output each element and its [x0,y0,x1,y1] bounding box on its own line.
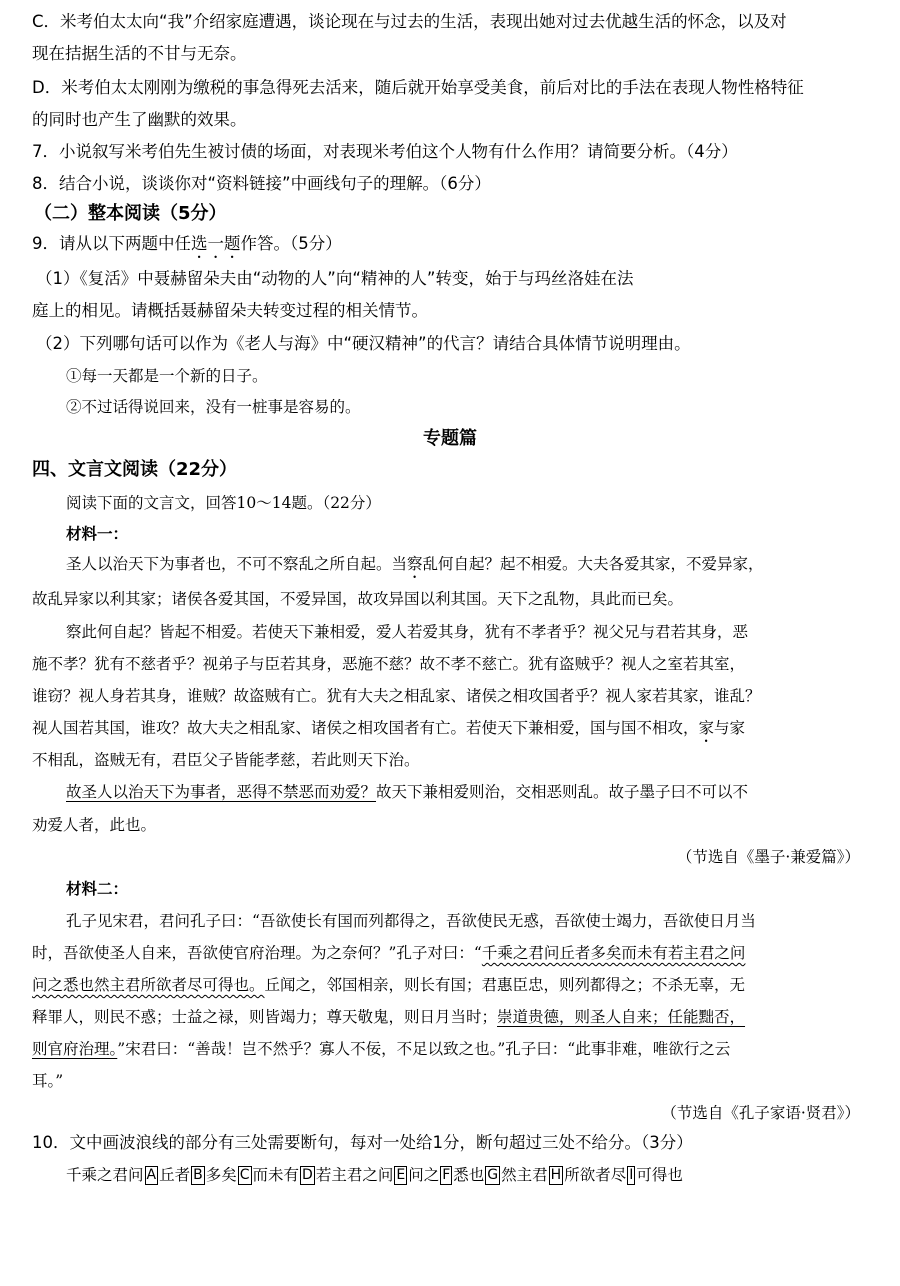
question-8: 8．结合小说，谈谈你对“资料链接”中画线句子的理解。（6分） [32,174,491,193]
q9-quote-2: ②不过话得说回来，没有一桩事是容易的。 [66,398,361,416]
material1-line8: 故圣人以治天下为事者，恶得不禁恶而劝爱？故天下兼相爱则治，交相恶则乱。故子墨子曰不可以不 [66,783,749,801]
break-box-e[interactable]: E [396,1167,406,1183]
section4-heading: 四、文言文阅读（22分） [32,459,238,480]
material1-line1: 圣人以治天下为事者也，不可不察乱之所自起。当察乱何自起？起不相爱。大夫各爱其家，不爱异家， [66,555,764,573]
material2-line5: 则官府治理。”宋君曰：“善哉！岂不然乎？寡人不佞，不足以致之也。”孔子曰：“此事非难，唯欲行之云 [32,1040,731,1058]
section2-heading: （二）整本阅读（5分） [34,203,227,224]
question-9: 9．请从以下两题中任选一题作答。（5分） [32,234,342,253]
break-box-i[interactable]: I [629,1167,634,1183]
material1-line7: 不相乱，盗贼无有，君臣父子皆能孝慈，若此则天下治。 [32,751,420,769]
wavy-passage-part2: 问之悉也然主君所欲者尽可得也。 [32,976,265,994]
break-box-g[interactable]: G [487,1167,499,1183]
break-box-a[interactable]: A [146,1167,157,1183]
q6-option-d-line2: 的同时也产生了幽默的效果。 [32,110,247,129]
break-box-b[interactable]: B [193,1167,203,1183]
material1-line5: 谁窃？视人身若其身，谁贼？故盗贼有亡。犹有大夫之相乱家、诸侯之相攻国者乎？视人家若其家，谁乱？ [32,687,761,705]
material2-line4: 释罪人，则民不惑；士益之禄，则皆竭力；尊天敬鬼，则日月当时；崇道贵德，则圣人自来；任能黜否， [32,1008,746,1026]
material2-line1: 孔子见宋君，君问孔子曰：“吾欲使长有国而列都得之，吾欲使民无惑，吾欲使士竭力，吾欲使日月当 [66,912,756,930]
q9-sub1-line2: 庭上的相见。请概括聂赫留朵夫转变过程的相关情节。 [32,301,428,320]
material2-line3: 问之悉也然主君所欲者尽可得也。丘闻之，邻国相亲，则长有国；君惠臣忠，则列都得之；不杀无辜，无 [32,976,746,994]
sentence-break-options: 千乘之君问 A 丘者 B 多矣 C 而未有 D 若主君之问 E 问之 F 悉也 G 然主君 H 所欲者尽 I 可得也 [66,1166,683,1184]
underlined-passage-part2: 则官府治理。 [32,1040,118,1058]
break-box-f[interactable]: F [442,1167,451,1183]
material1-line3: 察此何自起？皆起不相爱。若使天下兼相爱，爱人若爱其身，犹有不孝者乎？视父兄与君若其身，恶 [66,623,749,641]
q9-sub2: （2）下列哪句话可以作为《老人与海》中“硬汉精神”的代言？请结合具体情节说明理由。 [36,334,691,353]
q6-option-d-line1: D．米考伯太太刚刚为缴税的事急得死去活来，随后就开始享受美食，前后对比的手法在表现人物性格特征 [32,78,804,97]
material2-label: 材料二： [66,879,129,898]
material1-line6: 视人国若其国，谁攻？故大夫之相乱家、诸侯之相攻国者有亡。若使天下兼相爱，国与国不相攻，家与家 [32,719,746,737]
q6-option-c-line2: 现在拮据生活的不甘与无奈。 [32,44,247,63]
source-2: （节选自《孔子家语·贤君》） [661,1104,860,1122]
material1-label: 材料一： [66,524,129,543]
source-1: （节选自《墨子·兼爱篇》） [676,848,860,866]
material1-line4: 施不孝？犹有不慈者乎？视弟子与臣若其身，恶施不慈？故不孝不慈亡。犹有盗贼乎？视人之室若其室， [32,655,746,673]
special-section-title: 专题篇 [423,428,477,449]
material2-line6: 耳。” [32,1072,64,1090]
material1-line2: 故乱异家以利其家；诸侯各爱其国，不爱异国，故攻异国以利其国。天下之乱物，具此而已矣。 [32,590,684,608]
q9-quote-1: ①每一天都是一个新的日子。 [66,367,268,385]
material2-line2: 时，吾欲使圣人自来，吾欲使官府治理。为之奈何？”孔子对曰：“千乘之君问丘者多矣而未有若主君之问 [32,944,746,962]
break-box-c[interactable]: C [239,1167,250,1183]
q9-sub1-line1: （1）《复活》中聂赫留朵夫由“动物的人”向“精神的人”转变，始于与玛丝洛娃在法 [36,269,634,288]
question-7: 7．小说叙写米考伯先生被讨债的场面，对表现米考伯这个人物有什么作用？请简要分析。（4分） [32,142,738,161]
break-box-d[interactable]: D [302,1167,313,1183]
section4-intro: 阅读下面的文言文，回答10～14题。（22分） [66,494,381,512]
underlined-sentence: 故圣人以治天下为事者，恶得不禁恶而劝爱？ [66,783,377,801]
wavy-passage-part1: 千乘之君问丘者多矣而未有若主君之问 [481,944,746,962]
material1-line9: 劝爱人者，此也。 [32,816,157,834]
q6-option-c-line1: C．米考伯太太向“我”介绍家庭遭遇，谈论现在与过去的生活，表现出她对过去优越生活的怀念，以及对 [32,12,787,31]
break-box-h[interactable]: H [550,1167,562,1183]
underlined-passage-part1: 崇道贵德，则圣人自来；任能黜否， [497,1008,746,1026]
question-10: 10．文中画波浪线的部分有三处需要断句，每对一处给1分，断句超过三处不给分。（3分） [32,1133,693,1152]
